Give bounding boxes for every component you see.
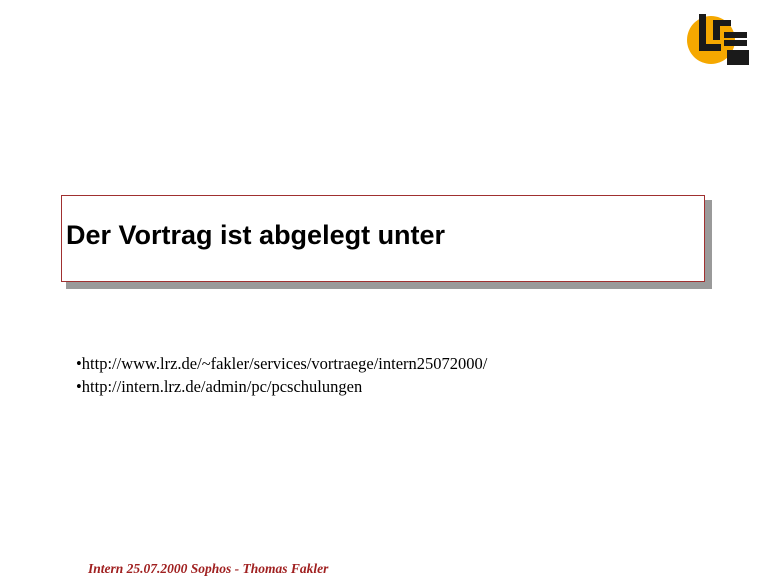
bullet-marker-icon: • bbox=[76, 377, 82, 396]
bullet-marker-icon: • bbox=[76, 354, 82, 373]
list-item[interactable] bbox=[76, 352, 676, 375]
list-item-label: http://intern.lrz.de/admin/pc/pcschulungen bbox=[81, 377, 363, 396]
slide-footer: Intern 25.07.2000 Sophos - Thomas Fakler bbox=[88, 561, 329, 576]
page-title: Der Vortrag ist abgelegt unter bbox=[66, 220, 446, 250]
logo-lrz-mark-icon bbox=[683, 10, 753, 72]
bullet-list bbox=[76, 352, 676, 398]
list-item-label: http://www.lrz.de/~fakler/services/vortraege/intern25072000/ bbox=[81, 354, 488, 373]
list-item[interactable] bbox=[76, 375, 676, 398]
lrz-logo bbox=[683, 10, 753, 72]
